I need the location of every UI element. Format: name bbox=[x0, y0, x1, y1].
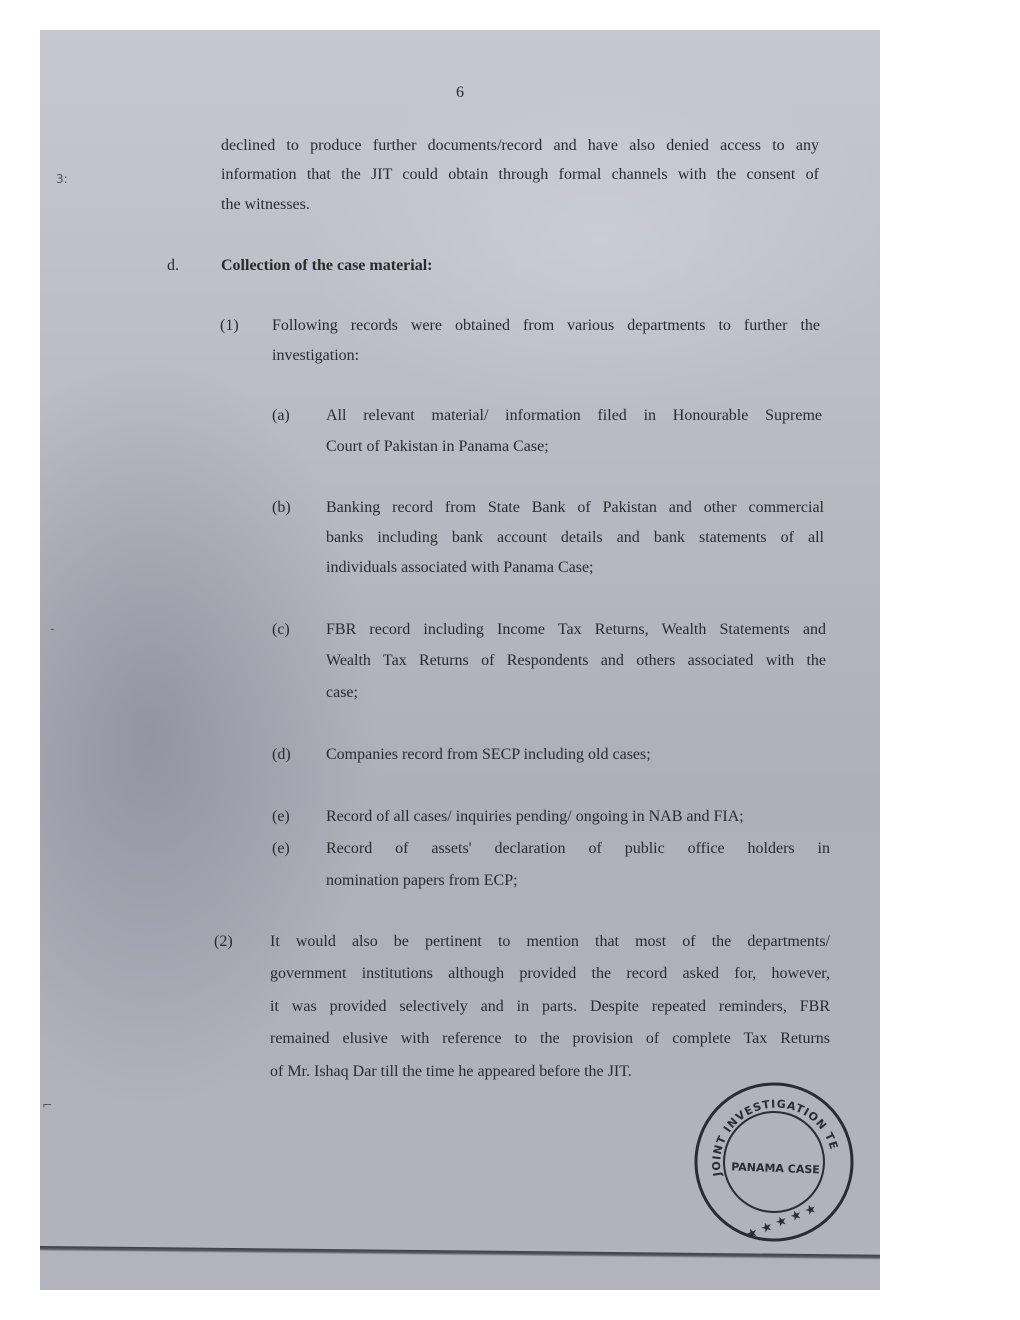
sub-item-line: All relevant material/ information filed in Honourable Supreme bbox=[326, 407, 822, 424]
sub-item-marker: (b) bbox=[272, 499, 291, 516]
sub-item-line: Court of Pakistan in Panama Case; bbox=[326, 438, 549, 455]
item-marker: (1) bbox=[220, 317, 239, 334]
item-line: remained elusive with reference to the provision of complete Tax Returns bbox=[270, 1030, 830, 1047]
sub-item-line: nomination papers from ECP; bbox=[326, 872, 518, 889]
sub-item-marker: (e) bbox=[272, 840, 290, 857]
item-marker: (2) bbox=[214, 933, 233, 950]
item-line: Following records were obtained from various departments to further the bbox=[272, 317, 820, 334]
margin-mark: ⌐ bbox=[42, 1098, 53, 1112]
official-seal-stamp bbox=[692, 1080, 856, 1244]
sub-item-marker: (a) bbox=[272, 407, 290, 424]
sub-item-marker: (d) bbox=[272, 746, 291, 763]
sub-item-line: Banking record from State Bank of Pakistan and other commercial bbox=[326, 499, 824, 516]
seal-stars: ★ ★ ★ ★ ★ bbox=[744, 1201, 820, 1244]
item-line: of Mr. Ishaq Dar till the time he appeared before the JIT. bbox=[270, 1063, 632, 1080]
margin-mark: - bbox=[50, 622, 55, 636]
document-page bbox=[40, 30, 880, 1290]
sub-item-marker: (e) bbox=[272, 808, 290, 825]
sub-item-marker: (c) bbox=[272, 621, 290, 638]
sub-item-line: Record of assets' declaration of public office holders in bbox=[326, 840, 830, 857]
seal-inner-text: PANAMA CASE bbox=[731, 1160, 821, 1177]
sub-item-line: FBR record including Income Tax Returns, Wealth Statements and bbox=[326, 621, 826, 638]
bottom-rule bbox=[40, 1246, 880, 1260]
sub-item-line: individuals associated with Panama Case; bbox=[326, 559, 594, 576]
intro-line: information that the JIT could obtain through formal channels with the consent of bbox=[221, 166, 819, 183]
page-number: 6 bbox=[456, 84, 464, 101]
item-line: It would also be pertinent to mention that most of the departments/ bbox=[270, 933, 830, 950]
item-line: it was provided selectively and in parts. Despite repeated reminders, FBR bbox=[270, 998, 830, 1015]
margin-mark: 3: bbox=[56, 172, 68, 186]
sub-item-line: banks including bank account details and bank statements of all bbox=[326, 529, 824, 546]
item-line: government institutions although provided the record asked for, however, bbox=[270, 965, 830, 982]
intro-line: the witnesses. bbox=[221, 196, 310, 213]
sub-item-line: case; bbox=[326, 684, 358, 701]
sub-item-line: Companies record from SECP including old cases; bbox=[326, 746, 651, 763]
section-marker: d. bbox=[167, 257, 179, 274]
item-line: investigation: bbox=[272, 347, 360, 364]
sub-item-line: Record of all cases/ inquiries pending/ ongoing in NAB and FIA; bbox=[326, 808, 744, 825]
seal-outer-text: JOINT INVESTIGATION TEAM bbox=[710, 1097, 841, 1178]
sub-item-line: Wealth Tax Returns of Respondents and others associated with the bbox=[326, 652, 826, 669]
intro-line: declined to produce further documents/record and have also denied access to any bbox=[221, 137, 819, 154]
section-heading: Collection of the case material: bbox=[221, 257, 433, 274]
